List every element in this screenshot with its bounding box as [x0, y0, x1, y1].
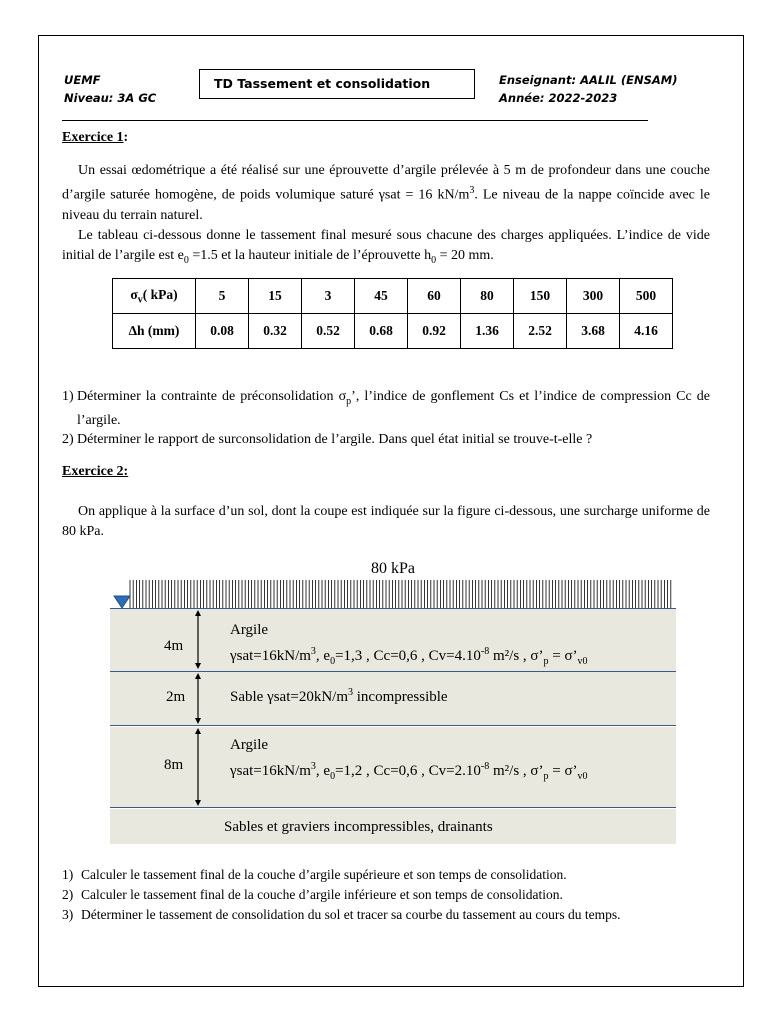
question-item: 1) Déterminer la contrainte de préconsolidation $\sigma_p$’, l’indice de gonflement Cs et l’indice de compression Cc de l’argile. — [62, 389, 710, 428]
table-cell: 1.36 — [461, 314, 514, 349]
sand-thickness: 2m — [166, 689, 186, 705]
soil-profile-figure — [110, 560, 676, 844]
exercise-1-questions — [62, 387, 710, 449]
question-item: 2) Calculer le tassement final de la couche d’argile inférieure et son temps de consolidation. — [62, 887, 563, 902]
table-cell: 2.52 — [514, 314, 567, 349]
table-cell: 0.08 — [196, 314, 249, 349]
stress-header: $\sigma_v$( kPa) — [113, 279, 196, 314]
exercise-1-paragraph-1: Un essai œdométrique a été réalisé sur une éprouvette d’argile prélevée à 5 m de profondeur dans une couche d’argile saturée homogène, de poids volumique saturé γsat = 16 $kN/m^3$. Le niveau de la nappe coïncide avec le niveau du terrain naturel. — [62, 163, 711, 223]
surcharge-label: 80 kPa — [371, 560, 415, 577]
base-description: Sables et graviers incompressibles, drainants — [224, 819, 493, 835]
exercise-2-statement — [62, 502, 710, 542]
table-cell: 0.92 — [408, 314, 461, 349]
exercise-1-title: Exercice 1: — [62, 130, 129, 145]
table-row-stress — [113, 279, 673, 314]
exercise-2-questions — [62, 865, 710, 925]
school-name: UEMF — [64, 73, 101, 87]
question-item: 2) Déterminer le rapport de surconsolidation de l’argile. Dans quel état initial se trouve-t-elle ? — [62, 431, 593, 447]
exercise-1-statement — [62, 161, 710, 270]
table-cell: 3 — [302, 279, 355, 314]
table-cell: 0.32 — [249, 314, 302, 349]
table-cell: 0.68 — [355, 314, 408, 349]
table-cell: 60 — [408, 279, 461, 314]
table-cell: 4.16 — [620, 314, 673, 349]
header-left — [64, 71, 156, 107]
question-item: 3) Déterminer le tassement de consolidation du sol et tracer sa courbe du tassement au cours du temps. — [62, 907, 621, 922]
table-cell: 150 — [514, 279, 567, 314]
table-cell: 0.52 — [302, 314, 355, 349]
table-cell: 500 — [620, 279, 673, 314]
lower-clay-thickness: 8m — [164, 757, 184, 773]
table-cell: 5 — [196, 279, 249, 314]
year-label: Année: 2022-2023 — [499, 91, 618, 105]
level-label: Niveau: 3A GC — [64, 91, 157, 105]
oedometer-table — [112, 278, 673, 349]
teacher-label: Enseignant: AALIL (ENSAM) — [499, 73, 678, 87]
question-item: 1) Calculer le tassement final de la couche d’argile supérieure et son temps de consolidation. — [62, 867, 567, 882]
upper-clay-description: Argile $\gamma sat=16kN/m^3$, $e_0=1,3$ , Cc=0,6 , $Cv=4.10^{-8}$ m²/s , $\sigma’_p$ = $\sigma’_{v0}$ — [230, 622, 588, 667]
table-cell: 45 — [355, 279, 408, 314]
table-cell: 300 — [567, 279, 620, 314]
document-title: TD Tassement et consolidation — [199, 69, 475, 99]
table-cell: 15 — [249, 279, 302, 314]
header-right — [499, 71, 677, 107]
exercise-2-intro: On applique à la surface d’un sol, dont la coupe est indiquée sur la figure ci-dessous, une surcharge uniforme de 80 kPa. — [62, 504, 710, 539]
table-cell: 3.68 — [567, 314, 620, 349]
upper-clay-thickness: 4m — [164, 638, 184, 654]
settlement-header: ∆h (mm) — [113, 314, 196, 349]
exercise-1-paragraph-2: Le tableau ci-dessous donne le tassement final mesuré sous chacune des charges appliquées. L’indice de vide initial de l’argile est $e_0 =1.5$ et la hauteur initiale de l’éprouvette $h_0 = 20$ mm. — [62, 227, 710, 266]
table-row-settlement — [113, 314, 673, 349]
header-divider — [62, 120, 648, 121]
table-cell: 80 — [461, 279, 514, 314]
sand-description: Sable $\gamma sat=20kN/m^3$ incompressible — [230, 687, 448, 705]
exercise-2-title: Exercice 2: — [62, 464, 129, 479]
lower-clay-description: Argile $\gamma sat=16kN/m^3$, $e_0=1,2$ , Cc=0,6 , $Cv=2.10^{-8}$ m²/s , $\sigma’_p$ = $\sigma’_{v0}$ — [230, 737, 588, 782]
